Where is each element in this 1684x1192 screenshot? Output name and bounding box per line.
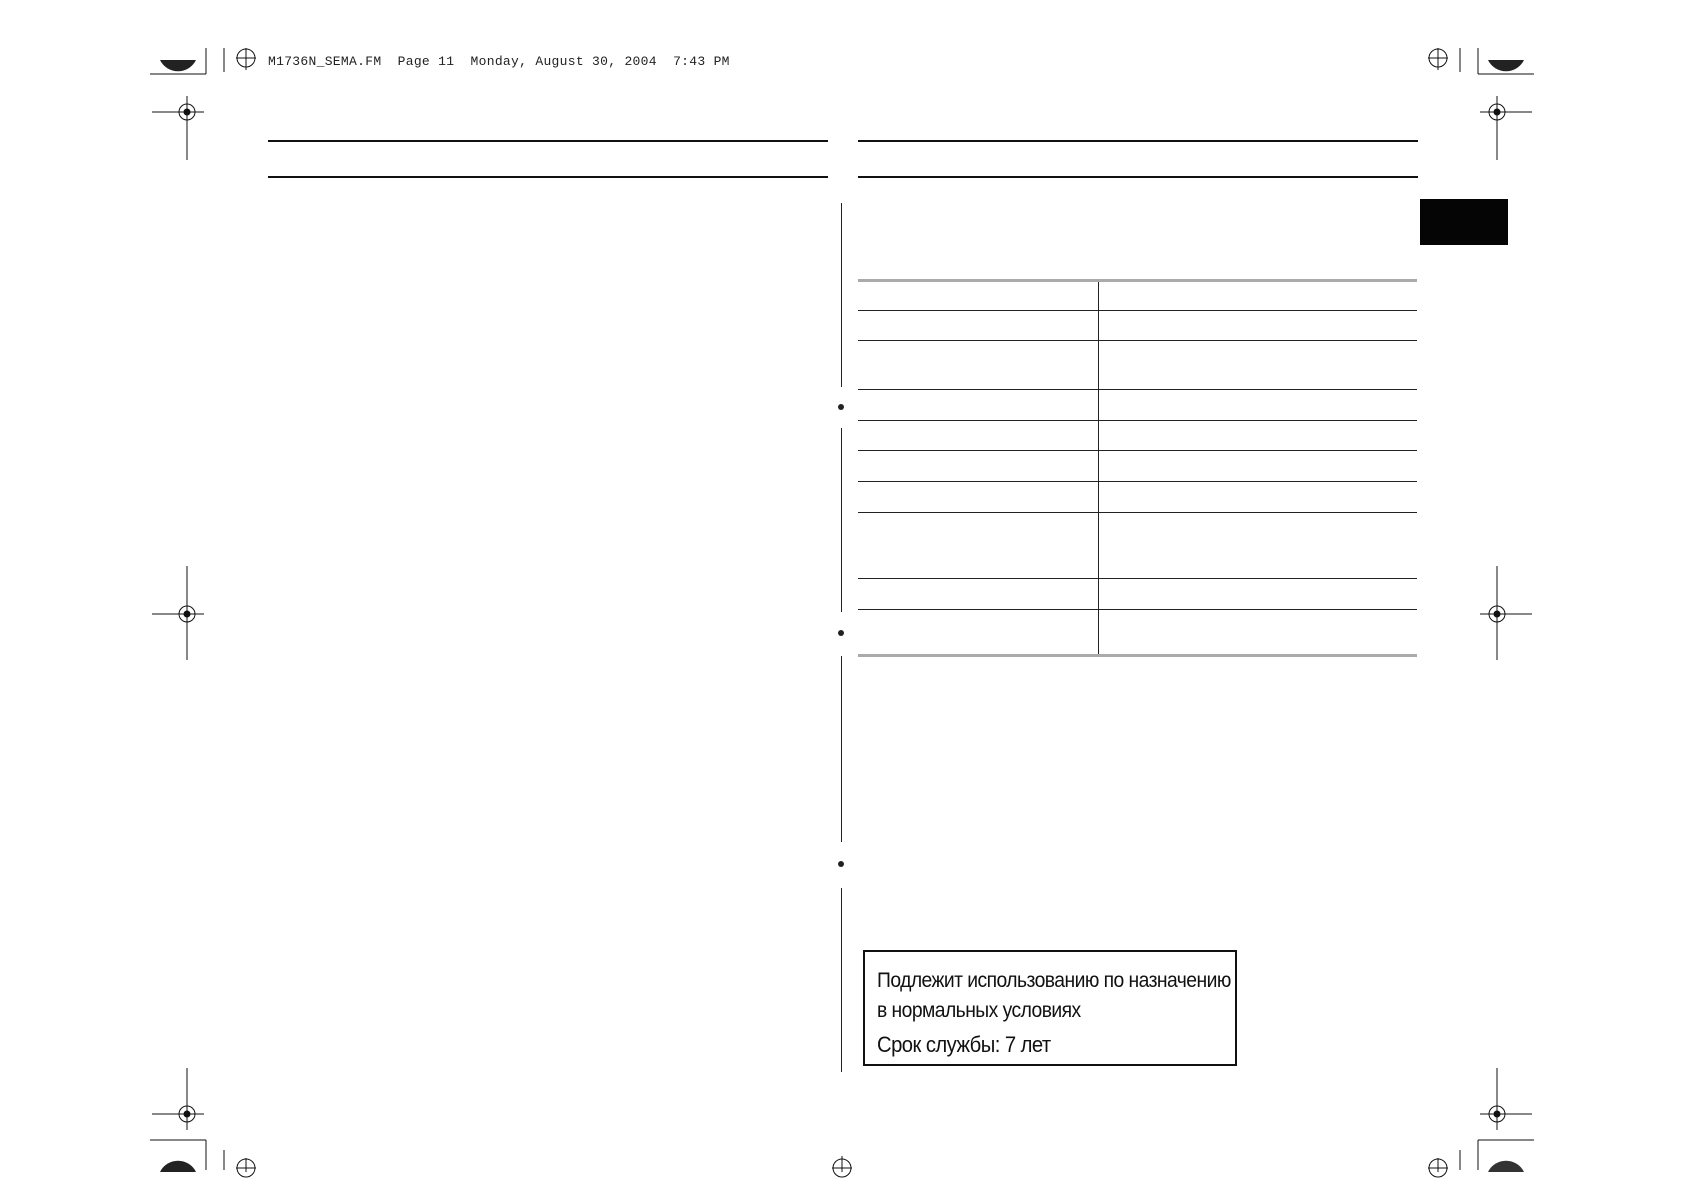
table-row [858,390,1417,421]
table-cell [1099,451,1418,482]
table-cell [858,311,1099,341]
table-cell [858,610,1099,656]
table-cell [858,513,1099,579]
table-cell [858,281,1099,311]
table-cell [858,421,1099,451]
table-cell [1099,482,1418,513]
table-row [858,311,1417,341]
table-row [858,579,1417,610]
table-row [858,610,1417,656]
table-row [858,421,1417,451]
gutter-line-2 [841,428,842,612]
notice-line-conditions: в нормальных условиях [877,999,1081,1022]
gutter-bullet [838,404,844,410]
notice-line-service-life: Срок службы: 7 лет [877,1032,1051,1057]
table-cell [858,482,1099,513]
table-cell [858,451,1099,482]
table-row [858,281,1417,311]
gutter-line-3 [841,656,842,842]
right-page-header-rule [858,176,1418,178]
gutter-line-4 [841,888,842,1072]
table-cell [858,341,1099,390]
table-cell [1099,390,1418,421]
table-cell [1099,513,1418,579]
print-slug: M1736N_SEMA.FM Page 11 Monday, August 30, 2004 7:43 PM [268,54,730,69]
language-tab-marker [1420,199,1508,245]
gutter-line-1 [841,203,842,387]
left-page-header-rule [268,176,828,178]
right-page-top-rule [858,140,1418,142]
table-row [858,513,1417,579]
table-cell [858,579,1099,610]
table-row [858,341,1417,390]
table-cell [858,390,1099,421]
table-cell [1099,610,1418,656]
table-cell [1099,421,1418,451]
table-cell [1099,311,1418,341]
table-cell [1099,579,1418,610]
service-life-notice [863,950,1237,1066]
gutter-bullet [838,630,844,636]
left-page-top-rule [268,140,828,142]
table-row [858,451,1417,482]
table-cell [1099,341,1418,390]
gutter-bullet [838,861,844,867]
table-cell [1099,281,1418,311]
table-row [858,482,1417,513]
notice-line-usage: Подлежит использованию по назначению [877,969,1231,992]
specifications-table [858,279,1417,657]
